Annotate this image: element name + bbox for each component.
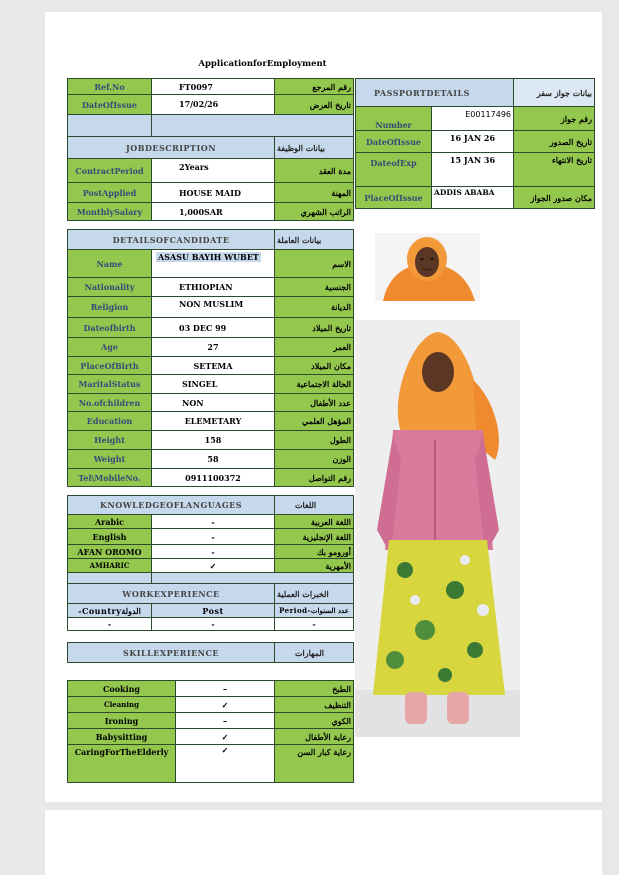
candidate-ar: عدد الأطفال <box>275 394 354 412</box>
language-value: - <box>152 529 275 545</box>
work-col-country: -Countryالدولة <box>68 604 152 618</box>
candidate-value: 158 <box>152 431 275 450</box>
candidate-value: SINGEL <box>152 375 275 394</box>
language-ar: اللغة العربية <box>275 515 354 529</box>
job-value: 1,000SAR <box>152 203 275 221</box>
candidate-label: Age <box>68 338 152 357</box>
skill-value: ✓ <box>176 745 275 783</box>
skill-label: Ironing <box>68 713 176 729</box>
candidate-section-title-ar: بيانات العاملة <box>275 230 354 250</box>
passport-place-label: PlaceOfIssue <box>356 187 432 209</box>
language-ar: أورومو بك <box>275 545 354 559</box>
work-section-title: WORKEXPERIENCE <box>68 584 275 604</box>
candidate-label: Education <box>68 412 152 431</box>
skill-value: – <box>176 713 275 729</box>
job-label: PostApplied <box>68 183 152 203</box>
candidate-label: Height <box>68 431 152 450</box>
candidate-name-value: ASASU BAYIH WUBET <box>158 252 259 262</box>
skills-table <box>67 680 354 783</box>
candidate-value: ETHIOPIAN <box>152 278 275 297</box>
ref-label: Ref.No <box>68 79 152 95</box>
passport-place-ar: مكان صدور الجواز <box>514 187 595 209</box>
passport-issue-value: 16 JAN 26 <box>432 131 514 153</box>
language-value: - <box>152 515 275 529</box>
passport-section-title: PASSPORTDETAILS <box>356 79 514 107</box>
job-section-title-ar: بيانات الوظيفة <box>275 137 354 159</box>
job-label: MonthlySalary <box>68 203 152 221</box>
skill-value: – <box>176 681 275 697</box>
language-ar: اللغة الإنجليزية <box>275 529 354 545</box>
ref-ar: رقم المرجع <box>275 79 354 95</box>
languages-section-title: KNOWLEDGEOFLANGUAGES <box>68 496 275 515</box>
language-value: - <box>152 545 275 559</box>
passport-place-value: ADDIS ABABA <box>432 187 514 209</box>
passport-number-value: E00117496 <box>432 107 514 131</box>
issue-label: DateOfIssue <box>68 95 152 115</box>
work-cell: - <box>68 618 152 631</box>
passport-exp-label: DateofExp <box>356 153 432 187</box>
candidate-label: Religion <box>68 297 152 318</box>
job-section-title: JOBDESCRIPTION <box>68 137 275 159</box>
languages-section-title-ar: اللغات <box>275 496 354 515</box>
candidate-head-photo <box>375 233 480 301</box>
candidate-label: Dateofbirth <box>68 318 152 338</box>
skill-label: Babysitting <box>68 729 176 745</box>
candidate-ar: المؤهل العلمي <box>275 412 354 431</box>
candidate-ar: الديانة <box>275 297 354 318</box>
job-value: HOUSE MAID <box>152 183 275 203</box>
job-ar: مدة العقد <box>275 159 354 183</box>
skills-section-title-ar: المهارات <box>275 643 354 663</box>
job-ar: المهنة <box>275 183 354 203</box>
spacer-cell <box>68 115 152 137</box>
language-label: Arabic <box>68 515 152 529</box>
spacer-cell <box>68 573 152 584</box>
candidate-ar: الجنسية <box>275 278 354 297</box>
candidate-ar: الوزن <box>275 450 354 469</box>
candidate-label: Name <box>68 250 152 278</box>
job-label: ContractPeriod <box>68 159 152 183</box>
work-cell: - <box>275 618 354 631</box>
candidate-ar: العمر <box>275 338 354 357</box>
language-value: ✓ <box>152 559 275 573</box>
work-col-post: Post <box>152 604 275 618</box>
ref-value: FT0097 <box>152 79 275 95</box>
job-value: 2Years <box>152 159 275 183</box>
skill-label: Cleaning <box>68 697 176 713</box>
work-section-title-ar: الخبرات العملية <box>275 584 354 604</box>
job-ar: الراتب الشهري <box>275 203 354 221</box>
candidate-value: ELEMETARY <box>152 412 275 431</box>
skill-ar: رعاية الأطفال <box>275 729 354 745</box>
candidate-value: 27 <box>152 338 275 357</box>
passport-section-title-ar: بيانات جواز سفر <box>514 79 595 107</box>
candidate-value: NON MUSLIM <box>152 297 275 318</box>
document-title: ApplicationforEmployment <box>198 59 327 69</box>
candidate-value: 58 <box>152 450 275 469</box>
candidate-ar: الاسم <box>275 250 354 278</box>
passport-number-ar: رقم جواز <box>514 107 595 131</box>
candidate-label: Tel\MobileNo. <box>68 469 152 487</box>
candidate-ar: الطول <box>275 431 354 450</box>
candidate-value: 03 DEC 99 <box>152 318 275 338</box>
candidate-label: No.ofchildren <box>68 394 152 412</box>
candidate-ar: رقم التواصل <box>275 469 354 487</box>
candidate-ar: تاريخ الميلاد <box>275 318 354 338</box>
skill-ar: رعاية كبار السن <box>275 745 354 783</box>
issue-ar: تاريخ العرض <box>275 95 354 115</box>
spacer-cell <box>152 573 354 584</box>
candidate-label: Nationality <box>68 278 152 297</box>
gap-row <box>68 221 354 230</box>
candidate-section-title: DETAILSOFCANDIDATE <box>68 230 275 250</box>
document-page-2 <box>45 810 602 875</box>
candidate-value: NON <box>152 394 275 412</box>
spacer-cell <box>152 115 354 137</box>
work-col-period: Period-عدد السنوات <box>275 604 354 618</box>
passport-number-label: Number <box>356 107 432 131</box>
skill-value: ✓ <box>176 729 275 745</box>
language-label: AMHARIC <box>68 559 152 573</box>
gap-row <box>68 631 354 643</box>
skill-ar: الكوي <box>275 713 354 729</box>
candidate-label: MaritalStatus <box>68 375 152 394</box>
work-cell: - <box>152 618 275 631</box>
skill-ar: التنظيف <box>275 697 354 713</box>
skill-label: Cooking <box>68 681 176 697</box>
candidate-ar: الحالة الاجتماعية <box>275 375 354 394</box>
language-ar: الأمهرية <box>275 559 354 573</box>
gap-row <box>68 487 354 496</box>
skill-ar: الطبخ <box>275 681 354 697</box>
issue-value: 17/02/26 <box>152 95 275 115</box>
passport-issue-ar: تاريخ الصدور <box>514 131 595 153</box>
language-label: English <box>68 529 152 545</box>
candidate-value: SETEMA <box>152 357 275 375</box>
candidate-full-photo <box>355 320 520 737</box>
language-label: AFAN OROMO <box>68 545 152 559</box>
candidate-label: PlaceOfBirth <box>68 357 152 375</box>
candidate-value: 0911100372 <box>152 469 275 487</box>
skill-label: CaringForTheElderly <box>68 745 176 783</box>
main-table <box>67 78 354 663</box>
passport-exp-ar: تاريخ الانتهاء <box>514 153 595 187</box>
candidate-label: Weight <box>68 450 152 469</box>
skills-section-title: SKILLEXPERIENCE <box>68 643 275 663</box>
candidate-ar: مكان الميلاد <box>275 357 354 375</box>
skill-value: ✓ <box>176 697 275 713</box>
passport-table <box>355 78 595 209</box>
passport-exp-value: 15 JAN 36 <box>432 153 514 187</box>
passport-issue-label: DateOfIssue <box>356 131 432 153</box>
